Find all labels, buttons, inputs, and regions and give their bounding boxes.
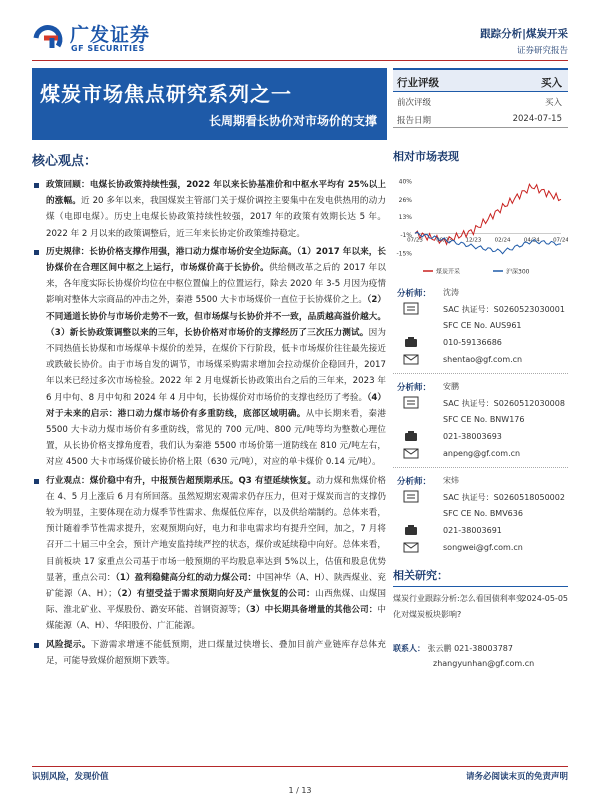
sidebar [393, 144, 568, 671]
analyst-email[interactable]: songwei@gf.com.cn [443, 543, 523, 552]
pick3-list: 中煤能源（A、H）、华阳股份、广汇能源。 [46, 605, 386, 632]
analyst-name: 安鹏 [443, 382, 459, 391]
x-tick-label: 02/24 [494, 237, 511, 244]
related-title: 相关研究： [393, 567, 568, 587]
core-views [32, 144, 386, 671]
analyst-sfc-row [393, 412, 568, 429]
x-tick-label: 12/23 [465, 237, 482, 244]
bullet-risk-head: 风险提示。 [46, 639, 91, 650]
bullet-industry [32, 473, 386, 635]
bullet-risk [32, 637, 386, 669]
analyst-phone: 021-38003693 [443, 432, 502, 441]
analyst-phone: 010-59136686 [443, 338, 502, 347]
prev-rating-value: 买入 [544, 98, 562, 108]
bullet-history [32, 244, 386, 471]
y-tick-label: -15% [396, 250, 412, 258]
analyst-email[interactable]: anpeng@gf.com.cn [443, 449, 521, 458]
mail-icon [403, 541, 419, 554]
bullet-square-icon [34, 183, 39, 188]
analyst-sfc: SFC CE No. BMV636 [443, 509, 523, 518]
analyst-email-row [393, 446, 568, 463]
analyst-label: 分析师： [397, 477, 432, 487]
analyst-list [393, 284, 568, 557]
mail-icon [403, 353, 419, 366]
title-banner [32, 68, 387, 140]
bullet-industry-body: 动力煤和焦煤价格在 4、5 月上涨后 6 月有所回落。虽然短期宏观需求仍存压力，但对于煤炭而言的支撑仍较为明显，主要体现在动力煤季节性需求、焦煤低位库存，以及供给端制约。总体来看，预计随着季节性需求提升，宏观预期向好，电力和非电需求均有提升空间，加之，7 月将召开二十届三中全会，预计产地安监持续严控的状态，煤价或延续稳中向好。总体来看，目前板块 17 家重点公司基于市场一般预期的平均股息率达到 5%以上，估值和股息优势显著，重点公司： [46, 475, 386, 583]
phone-icon [403, 430, 419, 443]
date-value: 2024-07-15 [512, 114, 562, 124]
rating-value: 买入 [541, 77, 562, 89]
bullet-history-head: 历史规律：长协价格支撑作用强，港口动力煤市场价安全边际高。（1）2017 年以来，长协煤价在合理区间中枢之上运行，市场煤价高于长协价。 [46, 246, 386, 274]
analyst-name-row [393, 378, 568, 395]
pick3-head: （3）中长期具备增量的其他公司： [245, 605, 378, 616]
bullet-policy-head: 政策回顾：电煤长协政策持续性强，2022 年以来长协基准价和中枢水平均有 25%以上的涨幅。 [46, 180, 386, 207]
footer-disclaimer[interactable]: 请务必阅读末页的免责声明 [465, 772, 568, 782]
gf-logo-icon [32, 22, 66, 54]
phone-icon [403, 524, 419, 537]
prev-rating-label: 前次评级 [397, 98, 432, 108]
x-tick-label: 07/24 [553, 237, 568, 244]
market-title: 相对市场表现 [393, 150, 459, 163]
page-title: 煤炭市场焦点研究系列之一 [40, 82, 292, 106]
analyst-sfc-row [393, 318, 568, 335]
legend-label-csi300: 沪深300 [506, 268, 530, 276]
analyst-name-row [393, 284, 568, 301]
bullet-policy [32, 177, 386, 242]
y-tick-label: 26% [398, 196, 412, 204]
x-tick-label: 07/23 [407, 237, 423, 244]
report-type: 证券研究报告 [516, 46, 568, 56]
date-row [393, 110, 568, 128]
certificate-icon [403, 302, 419, 315]
x-tick-label: 09/23 [436, 237, 453, 244]
date-label: 报告日期 [397, 116, 432, 126]
bullet-history-body3: 从中长期来看，秦港 5500 大卡动力煤市场价有多重防线，常见的 700 元/吨、800 元/吨等均为整数心理位置，从长协价格支撑角度看，我们认为秦港 5500 市场价第一道防线在 810 元/吨左右，对应 4500 大卡市场煤价破长协价格上限（630 元/吨），对应的单卡煤价 0.14 元/吨）。 [46, 408, 386, 468]
analyst-phone-row [393, 335, 568, 352]
bullet-policy-body: 近 20 多年以来，我国煤炭主管部门关于煤价调控主要集中在发电供热用的动力煤（电即电煤）。历史上电煤长协政策持续性较强，2017 年的政策有效期长达 5 年。2022 年 2 月以来的政策调整后，近三年来长协定价政策维持稳定。 [46, 196, 386, 239]
y-tick-label: -1% [400, 232, 412, 240]
prev-rating-row [393, 92, 568, 110]
header-divider [32, 60, 568, 61]
contact-email[interactable]: zhangyunhan@gf.com.cn [433, 659, 535, 668]
gf-logo [32, 20, 164, 58]
series-line-coal [415, 184, 561, 244]
logo-en: GF SECURITIES [71, 44, 145, 53]
related-item-date: 2024-05-05 [521, 594, 568, 603]
related-item-text[interactable]: 煤炭行业跟踪分析:怎么看国债利率变化对煤炭板块影响? [393, 594, 524, 619]
bullet-history-body2: 因为不同热值长协煤和市场煤单卡煤价的差异，在煤价下行阶段，低卡市场煤价往往最先接近或跌破长协价。由于市场自发的调节，市场煤采购需求增加会拉动煤价企稳回升，2017 年以来已经过多次市场检验。2022 年 2 月电煤新长协政策出台之后的三年来，2023 年 6 月中旬、8 月中旬和 2024 年 4 月中旬，长协煤价对市场价的支撑也经历了考验。 [46, 327, 386, 403]
phone-icon [403, 336, 419, 349]
bullet-history-head3: （4）对于未来的启示：港口动力煤市场价有多重防线，底部区域明确。 [46, 392, 386, 419]
analyst-phone-row [393, 429, 568, 446]
pick2-head: （2）有望受益于需求预期向好及产量恢复的公司： [116, 589, 316, 600]
analyst-separator [393, 373, 568, 374]
rating-label: 行业评级 [397, 77, 439, 89]
analyst-card [393, 284, 568, 369]
analyst-sfc-row [393, 506, 568, 523]
analyst-card [393, 378, 568, 463]
rating-box [393, 68, 568, 128]
x-tick-label: 04/24 [523, 237, 540, 244]
analyst-sfc: SFC CE No. AUS961 [443, 321, 522, 330]
page-number: 1 / 13 [288, 786, 312, 795]
contact-label: 联系人： [393, 644, 425, 653]
analyst-label: 分析师： [397, 383, 432, 393]
bullet-square-icon [34, 250, 39, 255]
related-item[interactable] [393, 591, 568, 623]
analyst-card [393, 472, 568, 557]
report-category: 跟踪分析|煤炭开采 [480, 28, 568, 40]
analyst-sfc: SFC CE No. BNW176 [443, 415, 525, 424]
analyst-email-row [393, 352, 568, 369]
rating-header [393, 68, 568, 92]
contact-block [393, 641, 568, 671]
analyst-sac: SAC 执证号：S0260518050002 [443, 493, 565, 502]
relative-performance-chart [393, 175, 568, 280]
bullet-square-icon [34, 643, 39, 648]
y-tick-label: 13% [398, 213, 412, 221]
footer-divider [32, 766, 568, 767]
analyst-sac-row [393, 395, 568, 412]
analyst-sac-row [393, 489, 568, 506]
bullet-history-head2: （2）不同通道长协价与市场价走势不一致，但市场煤与长协价并不一致，品质越高溢价越大。（3）新长协政策调整以来的三年，长协价格对市场价的支撑经历了三次压力测试。 [46, 295, 386, 338]
analyst-email[interactable]: shentao@gf.com.cn [443, 355, 523, 364]
legend-label-coal: 煤炭开采 [436, 268, 461, 276]
analyst-name-row [393, 472, 568, 489]
bullet-risk-body: 下游需求增速不能低预期，进口煤量过快增长、叠加目前产业链库存总体充足，可能导致煤价超预期下跌等。 [46, 639, 386, 666]
bullet-history-body1: 供给侧改革之后的 2017 年以来，各年度实际长协煤价均位在中枢位置偏上的位置运行，除去 2020 年 3-5 月因为疫情影响对整体大宗商品的冲击之外，秦港 5500 大卡市场煤价一直位于长协煤价之上。 [46, 263, 386, 306]
analyst-sac: SAC 执证号：S0260512030008 [443, 399, 565, 408]
pick2-list: 山西焦煤、山煤国际、淮北矿业、平煤股份、潞安环能、首钢资源等； [46, 589, 386, 616]
footer-slogan: 识别风险，发现价值 [32, 772, 109, 782]
bullet-square-icon [34, 479, 39, 484]
bullet-industry-head: 行业观点：煤价稳中有升，中报预告超预期承压。Q3 有望延续恢复。 [46, 475, 317, 486]
analyst-label: 分析师： [397, 289, 432, 299]
analyst-name: 宋炜 [443, 476, 459, 485]
analyst-phone: 021-38003691 [443, 526, 502, 535]
core-title: 核心观点： [32, 154, 98, 169]
logo-cn: 广发证券 [70, 24, 151, 46]
pick1-head: （1）盈利稳健高分红的动力煤公司： [115, 572, 257, 583]
page-subtitle: 长周期看长协价对市场价的支撑 [208, 114, 377, 128]
certificate-icon [403, 396, 419, 409]
certificate-icon [403, 490, 419, 503]
analyst-sac-row [393, 301, 568, 318]
contact-name: 张云鹏 021-38003787 [427, 644, 513, 653]
analyst-phone-row [393, 523, 568, 540]
mail-icon [403, 447, 419, 460]
y-tick-label: 40% [398, 178, 412, 186]
analyst-email-row [393, 540, 568, 557]
analyst-sac: SAC 执证号：S0260523030001 [443, 305, 565, 314]
analyst-name: 沈涛 [443, 288, 459, 297]
analyst-separator [393, 467, 568, 468]
pick1-list: 中国神华（A、H）、陕西煤业、兖矿能源（A、H）； [46, 572, 386, 600]
